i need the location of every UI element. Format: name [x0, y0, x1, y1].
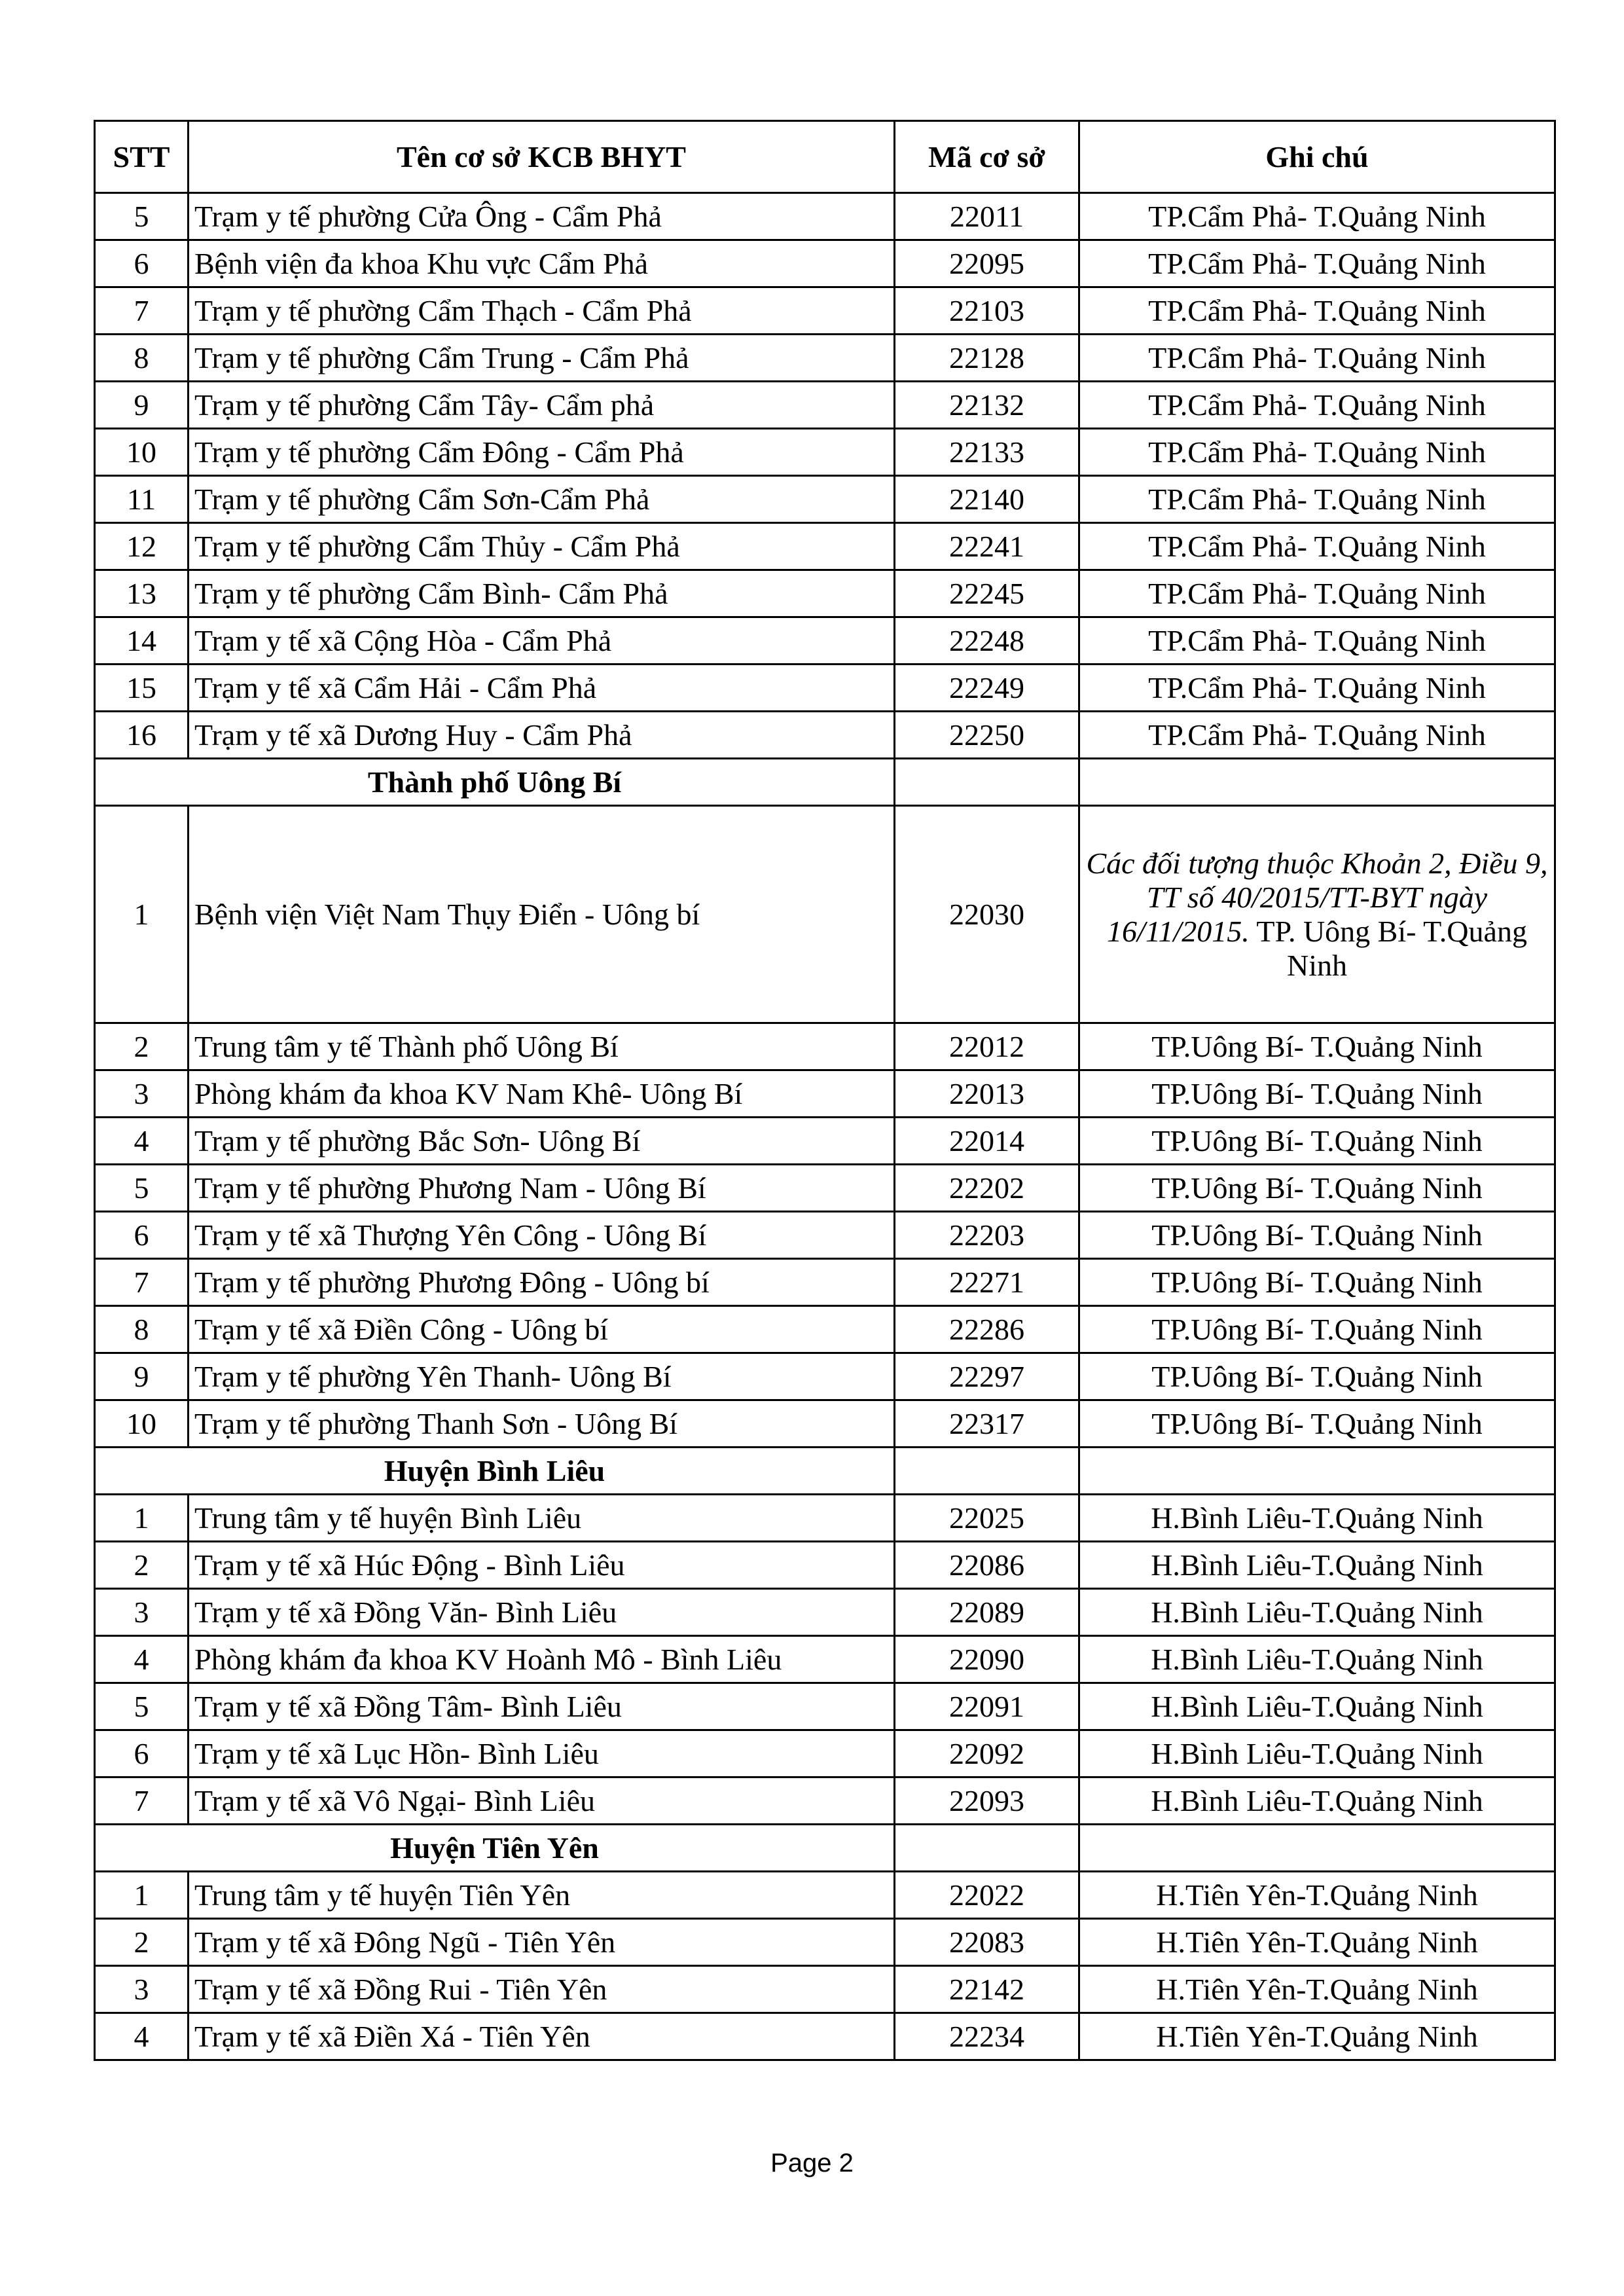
table-row [95, 1966, 1555, 2013]
row-stt: 1 [95, 1872, 189, 1919]
table-row [95, 1542, 1555, 1589]
table-row [95, 1023, 1555, 1070]
table-row [95, 287, 1555, 335]
row-stt: 5 [95, 193, 189, 240]
row-facility-code: 22297 [895, 1353, 1079, 1400]
row-facility-name: Trạm y tế phường Cẩm Bình- Cẩm Phả [189, 570, 895, 617]
header-row [95, 121, 1555, 193]
row-stt: 13 [95, 570, 189, 617]
row-stt: 2 [95, 1919, 189, 1966]
row-facility-name: Trạm y tế xã Đồng Văn- Bình Liêu [189, 1589, 895, 1636]
table-row [95, 429, 1555, 476]
row-stt: 1 [95, 806, 189, 1023]
row-facility-code: 22095 [895, 240, 1079, 287]
row-note: TP.Uông Bí- T.Quảng Ninh [1079, 1259, 1555, 1306]
row-facility-code: 22089 [895, 1589, 1079, 1636]
row-stt: 9 [95, 1353, 189, 1400]
row-facility-code: 22103 [895, 287, 1079, 335]
row-note: TP.Uông Bí- T.Quảng Ninh [1079, 1353, 1555, 1400]
section-empty-note [1079, 1448, 1555, 1495]
row-facility-code: 22271 [895, 1259, 1079, 1306]
row-stt: 4 [95, 1118, 189, 1165]
table-row [95, 1589, 1555, 1636]
row-facility-code: 22203 [895, 1212, 1079, 1259]
row-facility-code: 22013 [895, 1070, 1079, 1118]
row-facility-name: Trạm y tế xã Húc Động - Bình Liêu [189, 1542, 895, 1589]
table-row [95, 806, 1555, 1023]
row-note: H.Bình Liêu-T.Quảng Ninh [1079, 1495, 1555, 1542]
row-facility-name: Trạm y tế xã Vô Ngại- Bình Liêu [189, 1777, 895, 1825]
row-stt: 8 [95, 335, 189, 382]
row-facility-name: Trạm y tế xã Lục Hồn- Bình Liêu [189, 1730, 895, 1777]
row-stt: 7 [95, 1259, 189, 1306]
row-facility-code: 22132 [895, 382, 1079, 429]
row-stt: 3 [95, 1966, 189, 2013]
section-title: Huyện Tiên Yên [95, 1825, 895, 1872]
row-facility-code: 22025 [895, 1495, 1079, 1542]
table-row [95, 2013, 1555, 2060]
row-facility-name: Trạm y tế xã Đồng Rui - Tiên Yên [189, 1966, 895, 2013]
row-facility-name: Trạm y tế phường Thanh Sơn - Uông Bí [189, 1400, 895, 1448]
table-row [95, 1495, 1555, 1542]
row-stt: 2 [95, 1542, 189, 1589]
row-facility-name: Phòng khám đa khoa KV Nam Khê- Uông Bí [189, 1070, 895, 1118]
row-facility-code: 22086 [895, 1542, 1079, 1589]
row-facility-name: Trạm y tế xã Điền Xá - Tiên Yên [189, 2013, 895, 2060]
section-empty-note [1079, 1825, 1555, 1872]
row-facility-code: 22286 [895, 1306, 1079, 1353]
row-note: TP.Uông Bí- T.Quảng Ninh [1079, 1165, 1555, 1212]
row-facility-name: Trạm y tế xã Đông Ngũ - Tiên Yên [189, 1919, 895, 1966]
table-row [95, 476, 1555, 523]
row-facility-name: Trung tâm y tế huyện Tiên Yên [189, 1872, 895, 1919]
section-title: Huyện Bình Liêu [95, 1448, 895, 1495]
row-stt: 16 [95, 712, 189, 759]
row-facility-code: 22030 [895, 806, 1079, 1023]
row-note: TP.Cẩm Phả- T.Quảng Ninh [1079, 193, 1555, 240]
row-facility-code: 22133 [895, 429, 1079, 476]
header-code: Mã cơ sở [895, 121, 1079, 193]
row-facility-name: Trạm y tế phường Cửa Ông - Cẩm Phả [189, 193, 895, 240]
header-stt: STT [95, 121, 189, 193]
row-facility-code: 22012 [895, 1023, 1079, 1070]
row-stt: 10 [95, 1400, 189, 1448]
table-row [95, 240, 1555, 287]
section-title: Thành phố Uông Bí [95, 759, 895, 806]
row-note: TP.Uông Bí- T.Quảng Ninh [1079, 1400, 1555, 1448]
row-facility-name: Trạm y tế xã Dương Huy - Cẩm Phả [189, 712, 895, 759]
table-row [95, 1353, 1555, 1400]
row-facility-name: Trạm y tế phường Cẩm Tây- Cẩm phả [189, 382, 895, 429]
section-empty-code [895, 1825, 1079, 1872]
row-stt: 14 [95, 617, 189, 665]
row-stt: 6 [95, 240, 189, 287]
row-facility-name: Trạm y tế phường Phương Đông - Uông bí [189, 1259, 895, 1306]
row-note: TP.Cẩm Phả- T.Quảng Ninh [1079, 476, 1555, 523]
facility-table-body [95, 121, 1555, 2060]
section-empty-code [895, 1448, 1079, 1495]
row-stt: 7 [95, 287, 189, 335]
row-facility-code: 22091 [895, 1683, 1079, 1730]
table-row [95, 1259, 1555, 1306]
header-note: Ghi chú [1079, 121, 1555, 193]
row-stt: 4 [95, 1636, 189, 1683]
row-facility-name: Trạm y tế xã Điền Công - Uông bí [189, 1306, 895, 1353]
table-row [95, 193, 1555, 240]
section-empty-code [895, 759, 1079, 806]
row-facility-name: Trạm y tế xã Cộng Hòa - Cẩm Phả [189, 617, 895, 665]
row-stt: 7 [95, 1777, 189, 1825]
row-stt: 6 [95, 1730, 189, 1777]
row-facility-code: 22241 [895, 523, 1079, 570]
row-note: TP.Cẩm Phả- T.Quảng Ninh [1079, 617, 1555, 665]
row-facility-name: Bệnh viện Việt Nam Thụy Điển - Uông bí [189, 806, 895, 1023]
section-row [95, 1825, 1555, 1872]
row-note: TP.Uông Bí- T.Quảng Ninh [1079, 1023, 1555, 1070]
row-stt: 6 [95, 1212, 189, 1259]
row-note: TP.Cẩm Phả- T.Quảng Ninh [1079, 570, 1555, 617]
table-row [95, 335, 1555, 382]
row-facility-code: 22093 [895, 1777, 1079, 1825]
row-facility-name: Trạm y tế phường Cẩm Thủy - Cẩm Phả [189, 523, 895, 570]
row-note: TP.Cẩm Phả- T.Quảng Ninh [1079, 523, 1555, 570]
table-row [95, 617, 1555, 665]
row-stt: 3 [95, 1589, 189, 1636]
row-facility-code: 22083 [895, 1919, 1079, 1966]
row-stt: 4 [95, 2013, 189, 2060]
row-facility-code: 22092 [895, 1730, 1079, 1777]
row-facility-code: 22014 [895, 1118, 1079, 1165]
table-row [95, 1683, 1555, 1730]
table-row [95, 1636, 1555, 1683]
row-note: H.Bình Liêu-T.Quảng Ninh [1079, 1636, 1555, 1683]
row-facility-code: 22011 [895, 193, 1079, 240]
row-note: H.Bình Liêu-T.Quảng Ninh [1079, 1683, 1555, 1730]
row-facility-code: 22202 [895, 1165, 1079, 1212]
row-note: TP.Uông Bí- T.Quảng Ninh [1079, 1118, 1555, 1165]
table-row [95, 382, 1555, 429]
row-stt: 15 [95, 665, 189, 712]
row-facility-name: Trung tâm y tế huyện Bình Liêu [189, 1495, 895, 1542]
table-row [95, 1165, 1555, 1212]
row-facility-name: Phòng khám đa khoa KV Hoành Mô - Bình Liêu [189, 1636, 895, 1683]
table-row [95, 1777, 1555, 1825]
row-stt: 10 [95, 429, 189, 476]
row-note: H.Bình Liêu-T.Quảng Ninh [1079, 1589, 1555, 1636]
row-stt: 1 [95, 1495, 189, 1542]
row-facility-code: 22142 [895, 1966, 1079, 2013]
row-note: H.Bình Liêu-T.Quảng Ninh [1079, 1777, 1555, 1825]
row-facility-name: Trạm y tế xã Đồng Tâm- Bình Liêu [189, 1683, 895, 1730]
row-note [1079, 806, 1555, 1023]
row-facility-name: Trạm y tế phường Cẩm Sơn-Cẩm Phả [189, 476, 895, 523]
row-note: TP.Cẩm Phả- T.Quảng Ninh [1079, 429, 1555, 476]
header-name: Tên cơ sở KCB BHYT [189, 121, 895, 193]
row-facility-name: Trạm y tế phường Cẩm Trung - Cẩm Phả [189, 335, 895, 382]
table-row [95, 1872, 1555, 1919]
table-row [95, 712, 1555, 759]
table-row [95, 1070, 1555, 1118]
row-facility-code: 22250 [895, 712, 1079, 759]
row-note: H.Bình Liêu-T.Quảng Ninh [1079, 1730, 1555, 1777]
row-facility-code: 22022 [895, 1872, 1079, 1919]
row-facility-name: Trạm y tế phường Yên Thanh- Uông Bí [189, 1353, 895, 1400]
table-row [95, 1919, 1555, 1966]
row-stt: 3 [95, 1070, 189, 1118]
row-stt: 9 [95, 382, 189, 429]
row-note: TP.Cẩm Phả- T.Quảng Ninh [1079, 382, 1555, 429]
row-facility-code: 22245 [895, 570, 1079, 617]
row-note-italic: Các đối tượng thuộc Khoản 2, Điều 9, TT số 40/2015/TT-BYT ngày 16/11/2015. [1086, 846, 1548, 948]
row-stt: 2 [95, 1023, 189, 1070]
row-note: TP.Uông Bí- T.Quảng Ninh [1079, 1306, 1555, 1353]
row-facility-code: 22317 [895, 1400, 1079, 1448]
row-note: H.Bình Liêu-T.Quảng Ninh [1079, 1542, 1555, 1589]
row-facility-code: 22128 [895, 335, 1079, 382]
row-note: TP.Cẩm Phả- T.Quảng Ninh [1079, 335, 1555, 382]
row-note: TP.Cẩm Phả- T.Quảng Ninh [1079, 665, 1555, 712]
table-row [95, 665, 1555, 712]
row-facility-name: Trung tâm y tế Thành phố Uông Bí [189, 1023, 895, 1070]
table-row [95, 523, 1555, 570]
row-stt: 5 [95, 1683, 189, 1730]
row-facility-code: 22090 [895, 1636, 1079, 1683]
row-note-place: TP. Uông Bí- T.Quảng Ninh [1256, 914, 1527, 982]
row-facility-name: Trạm y tế phường Cẩm Đông - Cẩm Phả [189, 429, 895, 476]
row-note: TP.Cẩm Phả- T.Quảng Ninh [1079, 240, 1555, 287]
row-facility-name: Trạm y tế xã Thượng Yên Công - Uông Bí [189, 1212, 895, 1259]
row-note: H.Tiên Yên-T.Quảng Ninh [1079, 1966, 1555, 2013]
section-row [95, 1448, 1555, 1495]
table-row [95, 1730, 1555, 1777]
row-facility-name: Trạm y tế phường Bắc Sơn- Uông Bí [189, 1118, 895, 1165]
row-note: H.Tiên Yên-T.Quảng Ninh [1079, 2013, 1555, 2060]
table-row [95, 1400, 1555, 1448]
row-note: TP.Uông Bí- T.Quảng Ninh [1079, 1070, 1555, 1118]
row-stt: 8 [95, 1306, 189, 1353]
row-facility-name: Bệnh viện đa khoa Khu vực Cẩm Phả [189, 240, 895, 287]
table-row [95, 1306, 1555, 1353]
row-stt: 5 [95, 1165, 189, 1212]
row-stt: 12 [95, 523, 189, 570]
section-empty-note [1079, 759, 1555, 806]
row-facility-name: Trạm y tế phường Phương Nam - Uông Bí [189, 1165, 895, 1212]
page-number: Page 2 [770, 2149, 854, 2178]
row-note: TP.Cẩm Phả- T.Quảng Ninh [1079, 712, 1555, 759]
row-facility-code: 22140 [895, 476, 1079, 523]
row-note: TP.Cẩm Phả- T.Quảng Ninh [1079, 287, 1555, 335]
facility-table [94, 120, 1556, 2061]
table-row [95, 1212, 1555, 1259]
row-note: H.Tiên Yên-T.Quảng Ninh [1079, 1919, 1555, 1966]
row-facility-code: 22234 [895, 2013, 1079, 2060]
table-row [95, 1118, 1555, 1165]
table-row [95, 570, 1555, 617]
row-facility-code: 22248 [895, 617, 1079, 665]
row-facility-name: Trạm y tế phường Cẩm Thạch - Cẩm Phả [189, 287, 895, 335]
row-note: H.Tiên Yên-T.Quảng Ninh [1079, 1872, 1555, 1919]
row-facility-code: 22249 [895, 665, 1079, 712]
section-row [95, 759, 1555, 806]
row-facility-name: Trạm y tế xã Cẩm Hải - Cẩm Phả [189, 665, 895, 712]
row-note: TP.Uông Bí- T.Quảng Ninh [1079, 1212, 1555, 1259]
row-stt: 11 [95, 476, 189, 523]
